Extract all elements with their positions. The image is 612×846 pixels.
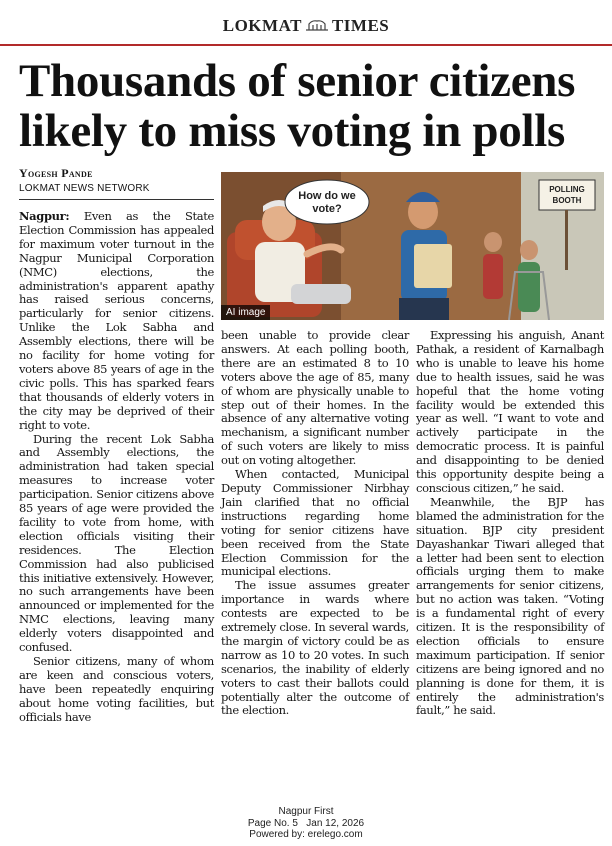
illustration-scene [221, 172, 604, 320]
polling-sign-line2: BOOTH [552, 196, 582, 205]
powered-by: Powered by: erelego.com [249, 829, 363, 841]
article-column-1 [19, 210, 214, 725]
headline: Thousands of senior citizens likely to miss voting in polls [19, 55, 576, 157]
masthead-rule [0, 44, 612, 46]
speech-bubble-line2: vote? [312, 203, 342, 215]
paragraph: The issue assumes greater importance in wards where contests are expected to be extremely close. In several wards, the margin of victory could be as narrow as 10 to 20 votes. In such scenarios, the inability of elderly voters to cast their ballots could potentially alter the outcome of the election. [221, 578, 409, 718]
polling-sign-line1: POLLING [549, 185, 585, 194]
edition-name: Nagpur First [278, 806, 334, 817]
article-illustration [221, 172, 604, 320]
byline [19, 166, 214, 195]
image-caption: AI image [221, 305, 270, 320]
masthead-logo [0, 16, 612, 36]
article-column-2 [221, 329, 409, 718]
issue-date: Jan 12, 2026 [306, 817, 365, 829]
paragraph: Expressing his anguish, Anant Pathak, a resident of Karnalbagh who is unable to leave his home due to health issues, said he was hopeful that the home voting facility would be extended this year as well. “I want to vote and actively participate in the democratic process. It is painful and disappointing to be denied this opportunity despite being a conscious citizen,” he said. [416, 328, 604, 495]
news-agency: LOKMAT NEWS NETWORK [19, 183, 150, 194]
byline-divider [19, 199, 214, 200]
paragraph: When contacted, Municipal Deputy Commissioner Nirbhay Jain clarified that no official instructions regarding home voting for senior citizens have been received from the State Election Commission for the municipal elections. [221, 467, 409, 579]
lion-emblem-icon [304, 16, 330, 28]
page-date-line [0, 818, 612, 830]
speech-bubble-line1: How do we [298, 190, 356, 202]
masthead [0, 0, 612, 44]
masthead-title-left: LOKMAT [222, 16, 302, 35]
paragraph: During the recent Lok Sabha and Assembly elections, the administration had taken special measures to increase voter participation. Senior citizens above 85 years of age were provided the facility to vote from home, with election officials visiting their residences. The Election Commission had also publicised this initiative extensively. However, no such arrangements have been announced or implemented for the NMC elections, leaving many elderly voters disappointed and confused. [19, 431, 214, 655]
article-column-3 [416, 329, 604, 718]
paragraph-text: Even as the State Election Commission has appealed for maximum voter turnout in the Nagpur Municipal Corporation (NMC) elections, the administration's apparent apathy has raised serious concerns, particularly for senior citizens. Unlike the Lok Sabha and Assembly elections, there will be no facility for home voting for voters above 85 years of age in the civic polls. This has sparked fears that thousands of elderly voters in the city may be deprived of their right to vote. [19, 209, 214, 432]
paragraph [19, 210, 214, 433]
page-footer [0, 806, 612, 841]
paragraph: been unable to provide clear answers. At each polling booth, there are an estimated 8 to 10 voters above the age of 85, many of whom are physically unable to step out of their homes. In the absence of any alternative voting mechanism, a significant number of such voters are likely to miss out on voting altogether. [221, 328, 409, 468]
masthead-title-right: TIMES [331, 16, 390, 35]
page-number: Page No. 5 [247, 817, 298, 829]
author-name: Yogesh Pande [19, 166, 93, 180]
paragraph: Meanwhile, the BJP has blamed the administration for the situation. BJP city president Dayashankar Tiwari alleged that a letter had been sent to election officials urging them to make arrangements for senior citizens, but no action was taken. “Voting is a fundamental right of every citizen. It is the responsibility of election officials to ensure maximum participation. If senior citizens are being ignored and no planning is done for them, it is entirely the administration's fault,” he said. [416, 494, 604, 718]
paragraph: Senior citizens, many of whom are keen and conscious voters, have been repeatedly enquiring about home voting facilities, but officials have [19, 654, 214, 724]
dateline: Nagpur: [19, 209, 70, 223]
